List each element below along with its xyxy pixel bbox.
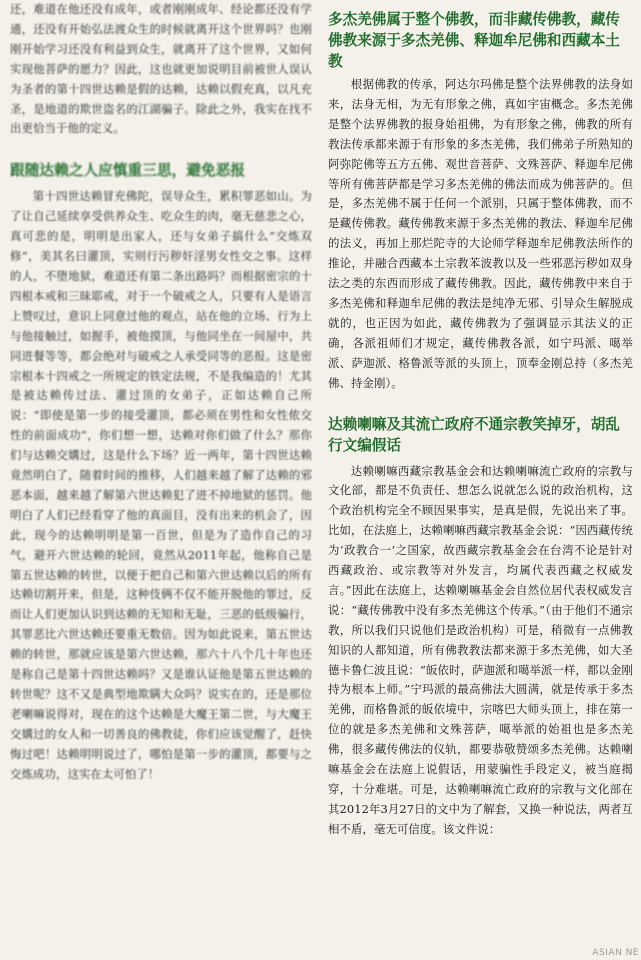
left-section-heading: 跟随达赖之人应慎重三思，避免恶报 [10, 162, 246, 180]
left-column [10, 0, 312, 950]
right-text-block-2 [328, 462, 633, 840]
right-column [328, 0, 633, 950]
right-paragraph-2: 达赖喇嘛西藏宗教基金会和达赖喇嘛流亡政府的宗教与文化部，都是不负责任、想怎么说就怎么说的政治机构，这个政治机构完全不顾因果事实，是真是假，先说出来了事。比如，在法庭上，达赖喇嘛西藏宗教基金会说：“因西藏传统为‘政教合一’之国家，故西藏宗教基金会在台湾不论是针对西藏政治、或宗教等对外发言，均属代表西藏之权威发言。”因此在法庭上，达赖喇嘛基金会自然位居代表权威发言说：“藏传佛教中没有多杰羌佛这个传承。”（由于他们不通宗教，所以我们只说他们是政治机构）可是，稍微有一点佛教知识的人都知道，所有佛教教法都来源于多杰羌佛，如大圣德卡鲁仁波且说：“皈依时，萨迦派和噶举派一样，都以金刚持为根本上师。”宁玛派的最高佛法大圆满，就是传承于多杰羌佛，而格鲁派的皈依境中，宗喀巴大师头顶上，排在第一位的就是多杰羌佛和文殊菩萨，噶举派的始祖也是多杰羌佛，很多藏传佛法的仪轨，都要恭敬赞颂多杰羌佛。达赖喇嘛基金会在法庭上说假话，用蒙骗性手段定义，被当庭揭穿，十分难堪。可是，达赖喇嘛流亡政府的宗教与文化部在其2012年3月27日的文中为了解套，又换一种说法，两者互相不盾，毫无可信度。该文件说： [328, 463, 633, 836]
left-text-block [10, 0, 312, 785]
right-heading-2: 达赖喇嘛及其流亡政府不通宗教笑掉牙，胡乱行文编假话 [328, 415, 620, 454]
left-section-paragraph: 第十四世达赖冒充佛陀，误导众生，累积罪恶如山。为了让自己延续享受供养众生、吃众生的肉，毫无慈悲之心，真可悲的是，明明是出家人，还与女弟子搞什么“交炼双修”，美其名曰灌顶，实则行污秽奸淫男女性交之事。这样的人，不堕地狱，难道还有第二条出路吗？而根据密宗的十四根本戒和三昧耶戒，对于一个破戒之人，只要有人是语言上赞叹过，意识上同意过他的观点，站在他的立场、行为上与他接触过，如握手，被他摸顶，与他同坐在一间屋中，共同进餐等等，都会绝对与破戒之人承受同等的恶报。这是密宗根本十四戒之一所规定的铁定法规，不是我编造的！尤其是被达赖传过法、灌过顶的女弟子，正如达赖自己所说：“即使是第一步的接受灌顶，都必须在男性和女性侬交性的前面成功”，你们想一想，达赖对你们做了什么？那你们与达赖交媾过，这是什么下场？近一两年，第十四世达赖竟然明白了，随着时间的推移，人们越来越了解了达赖的邪恶本面，越来越了解第六世达赖犯了进不掉地狱的惩罚。他明白了人们已经看穿了他的真面目，没有出来的机会了，因此，现今的达赖明明是第一百世，但是为了造作自己的习气，避开六世达赖的轮回，竟然从2011年起，他称自己是第五世达赖的转世，以便于把自己和第六世达赖以后的所有达赖切割开来，但是，这种伎俩不仅不能开脱他的罪过，反而让人们更加认识到达赖的无知和无耻，三恶的低级骗行，其罪恶比六世达赖还要重无数倍。因为如此说来，第五世达赖的转世，那就应该是第六世达赖，那六十八个几十年也还是称自己是第十四世达赖吗？又是谁认证他是第五世达赖的转世呢？这不又是典型地欺瞒大众吗？说实在的，还是那位老喇嘛说得对，现在的这个达赖是大魔王第二世，与大魔王交媾过的女人和一切善良的佛教徒，你们应该觉醒了，赶快悔过吧！达赖明明说过了，哪怕是第一步的灌顶，都要与之交炼成功，这实在太可怕了！ [10, 189, 312, 781]
publication-footer-mark: ASIAN NE [592, 948, 639, 958]
right-heading-1: 多杰羌佛属于整个佛教，而非藏传佛教，藏传佛教来源于多杰羌佛、释迦牟尼佛和西藏本土教 [328, 11, 620, 70]
left-intro-paragraph: 还，难道在他还没有成年，或者刚刚成年、经论都还没有学通，还没有开始弘法渡众生的时候就离开这个世界吗？也刚刚开始学习还没有利益到众生，就离开了这个世界，又如何实现他菩萨的愿力？因此，这也就更加说明目前被世人误认为圣者的第十四世达赖是假的达赖，达赖以假充真，以凡充圣，是地道的欺世盗名的江湖骗子。除此之外，我实在找不出更恰当于他的定义。 [10, 2, 312, 136]
right-text-block-1 [328, 75, 633, 394]
right-paragraph-1: 根据佛教的传承，阿达尔玛佛是整个法界佛教的法身如来，法身无相，为无有形象之佛，真如宇宙概念。多杰羌佛是整个法界佛教的报身始祖佛，为有形象之佛，佛教的所有教法传承都来源于有形象的多杰羌佛，我们佛弟子所熟知的阿弥陀佛等五方五佛、观世音菩萨、文殊菩萨、释迦牟尼佛等所有佛菩萨都是学习多杰羌佛的佛法而成为佛菩萨的。但是，多杰羌佛不属于任何一个派别，只属于整体佛教，而不是藏传佛教。藏传佛教来源于多杰羌佛的教法、释迦牟尼佛的法义，再加上那烂陀寺的大论师学释迦牟尼佛教法所作的推论，并融合西藏本土宗教苯波教以及一些邪恶污秽如双身法之类的东西而形成了藏传佛教。因此，藏传佛教中来自于多杰羌佛和释迦牟尼佛的教法是纯净无邪、引导众生解脱成就的，也正因为如此，藏传佛教为了强调显示其法义的正确，各派祖师们才规定，藏传佛教各派，如宁玛派、噶举派、萨迦派、格鲁派等派的头顶上，顶奉金刚总持（多杰羌佛、持金刚）。 [328, 77, 633, 390]
